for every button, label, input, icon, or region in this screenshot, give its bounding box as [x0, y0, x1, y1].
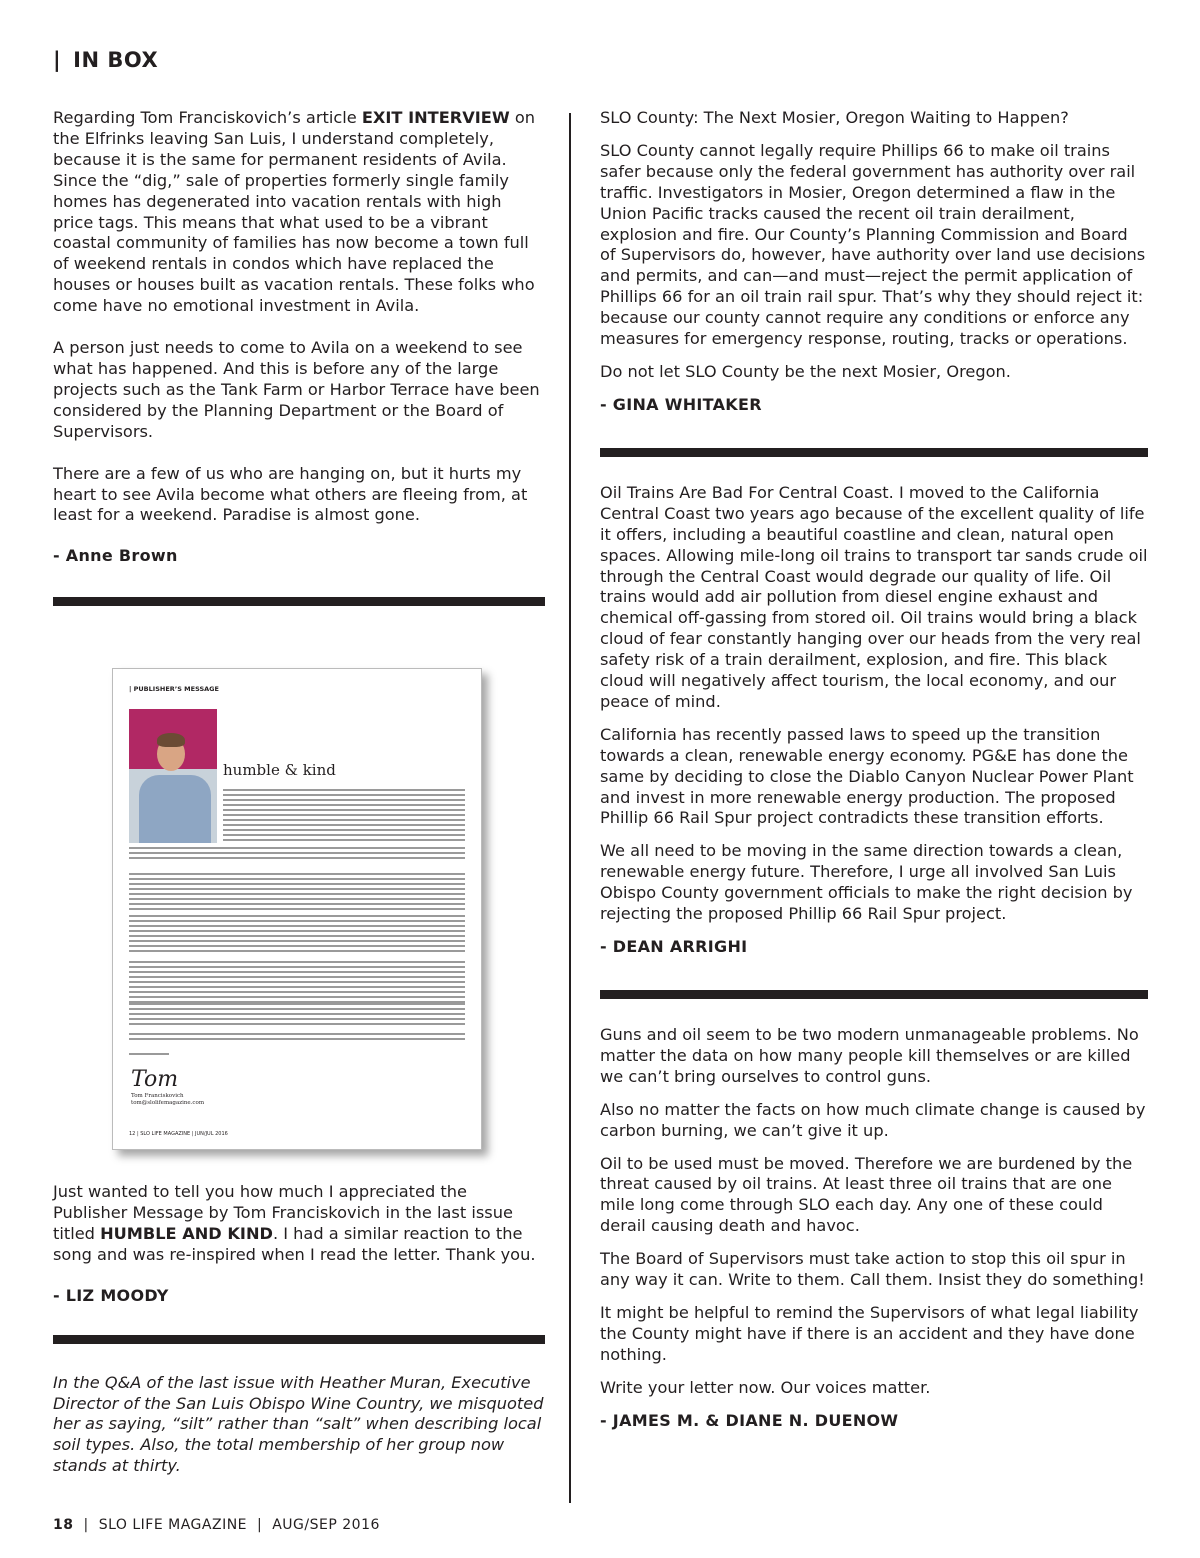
inset-header: | PUBLISHER’S MESSAGE — [129, 685, 219, 693]
letter1-paragraph2: A person just needs to come to Avila on a weekend to see what has happened. And this is before any of the large projects such as the Tank Farm or Harbor Terrace have been considered by the Planning Department or the Board of Supervisors. — [53, 338, 540, 441]
inset-signer — [131, 1093, 204, 1107]
letter5-paragraph4: The Board of Supervisors must take action to stop this oil spur in any way it can. Write to them. Call them. Insist they do something! — [600, 1249, 1145, 1290]
inset-text-block-1 — [223, 789, 465, 844]
letter-separator — [600, 448, 1148, 457]
letter5-paragraph3: Oil to be used must be moved. Therefore we are burdened by the threat caused by oil trains. At least three oil trains that are one mile long come through SLO each day. Any one of these could derail causing death and havoc. — [600, 1153, 1133, 1236]
inset-text-block-2 — [129, 847, 465, 862]
letter4-paragraph1: Oil Trains Are Bad For Central Coast. I moved to the California Central Coast two years ago because of the excellent quality of life it offers, including a beautiful coastline and clean, natural open spaces. Allowing mile-long oil trains to transport tar sands crude oil through the Central Coast would degrade our quality of life. Oil trains would add air pollution from diesel engine exhaust and chemical off-gassing from stored oil. Oil trains would bring a black cloud of fear constantly hanging over our heads from the very real safety risk of a train derailment, explosion, and fire. This black cloud will negatively affect tourism, the local economy, and our peace of mind. — [600, 482, 1148, 711]
letter1-text-cont: on the Elfrinks leaving San Luis, I understand completely, because it is the same for permanent residents of Avila. Since the “dig,” sale of properties formerly single family homes has degenerated into vacation rentals with high price tags. This means that what used to be a vibrant coastal community of families has now become a town full of weekend rentals in condos which have replaced the houses or houses built as vacation rentals. These folks who come have no emotional investment in Avila. — [53, 108, 535, 316]
letter3-paragraph3: Do not let SLO County be the next Mosier, Oregon. — [600, 361, 1011, 381]
letter4-paragraph2: California has recently passed laws to speed up the transition towards a clean, renewable energy economy. PG&E has done the same by deciding to close the Diablo Canyon Nuclear Power Plant and invest in more renewable energy production. The proposed Phillip 66 Rail Spur project contradicts these transition efforts. — [600, 724, 1134, 828]
inset-title: humble & kind — [223, 761, 336, 779]
inset-signer-email: tom@slolifemagazine.com — [131, 1100, 205, 1106]
section-header — [53, 48, 158, 72]
left-column-lower — [53, 1182, 545, 1477]
issue-date: AUG/SEP 2016 — [272, 1517, 380, 1533]
letter5-signature: - JAMES M. & DIANE N. DUENOW — [600, 1410, 899, 1430]
section-title: IN BOX — [73, 48, 159, 72]
inset-signature-mark: Tom — [131, 1067, 179, 1092]
magazine-name: SLO LIFE MAGAZINE — [98, 1517, 248, 1533]
page-number: 18 — [53, 1517, 74, 1533]
correction-note: In the Q&A of the last issue with Heather Muran, Executive Director of the San Luis Obispo Wine Country, we misquoted her as saying, “silt” rather than “salt” when describing local soil types. Also, the total membership of her group now stands at thirty. — [53, 1372, 544, 1476]
letter5-paragraph5: It might be helpful to remind the Supervisors of what legal liability the County might have if there is an accident and they have done nothing. — [600, 1302, 1139, 1364]
footer-separator: | — [257, 1517, 263, 1533]
inset-text-block-3 — [129, 873, 465, 913]
publisher-photo — [129, 709, 217, 843]
inset-text-block-8 — [129, 1053, 169, 1058]
letter2-signature: - LIZ MOODY — [53, 1285, 169, 1305]
letter3-paragraph1: SLO County: The Next Mosier, Oregon Waiting to Happen? — [600, 108, 1069, 127]
footer-separator: | — [83, 1517, 89, 1533]
letter1-paragraph1 — [53, 108, 545, 317]
letter1-signature: - Anne Brown — [53, 546, 178, 566]
letter5-paragraph2: Also no matter the facts on how much climate change is caused by carbon burning, we can’t give it up. — [600, 1099, 1146, 1140]
letter2-text: Just wanted to tell you how much I appreciated the Publisher Message by Tom Franciskovich in the last issue titled — [53, 1182, 513, 1243]
inset-footer: 12 | SLO LIFE MAGAZINE | JUN/JUL 2016 — [129, 1131, 228, 1137]
letter3-paragraph2: SLO County cannot legally require Phillips 66 to make oil trains safer because only the federal government has authority over rail traffic. Investigators in Mosier, Oregon determined a flaw in the Union Pacific tracks caused the recent oil train derailment, explosion and fire. Our County’s Planning Commission and Board of Supervisors do, however, have authority over land use decisions and permits, and can—and must—reject the permit application of Phillips 66 for an oil train rail spur. That’s why they should reject it: because our county cannot require any conditions or enforce any measures for emergency response, routing, tracks or operations. — [600, 140, 1146, 349]
inset-signer-name: Tom Franciskovich — [131, 1093, 184, 1099]
inset-text-block-7 — [129, 1033, 465, 1043]
letter1-paragraph3: There are a few of us who are hanging on, but it hurts my heart to see Avila become what others are fleeing from, at least for a weekend. Paradise is almost gone. — [53, 463, 528, 525]
letter4-signature: - DEAN ARRIGHI — [600, 937, 748, 956]
publisher-message-thumbnail — [112, 668, 482, 1150]
letter5-paragraph6: Write your letter now. Our voices matter. — [600, 1377, 931, 1397]
column-divider — [569, 113, 571, 1503]
letter2-text-cont: . I had a similar reaction to the song and was re-inspired when I read the letter. Thank you. — [53, 1223, 536, 1264]
right-column — [600, 108, 1148, 1430]
inset-text-block-5 — [129, 961, 465, 1006]
letter1-article-title: EXIT INTERVIEW — [361, 108, 510, 127]
letter2-article-title: HUMBLE AND KIND — [100, 1223, 273, 1243]
letter2-paragraph — [53, 1182, 545, 1266]
inset-text-block-6 — [129, 1003, 465, 1028]
header-bar: | — [53, 48, 62, 72]
left-column — [53, 108, 545, 606]
letter1-text: Regarding Tom Franciskovich’s article — [53, 108, 362, 127]
inset-text-block-4 — [129, 915, 465, 955]
letter5-paragraph1: Guns and oil seem to be two modern unmanageable problems. No matter the data on how many people kill themselves or are killed we can’t bring ourselves to control guns. — [600, 1025, 1139, 1086]
letter3-signature: - GINA WHITAKER — [600, 394, 762, 414]
letter4-paragraph3: We all need to be moving in the same direction towards a clean, renewable energy future. Therefore, I urge all involved San Luis Obispo County government officials to make the right decision by rejecting the proposed Phillip 66 Rail Spur project. — [600, 841, 1133, 924]
letter-separator — [53, 1335, 545, 1344]
letter-separator — [53, 597, 545, 606]
page-footer — [53, 1517, 380, 1533]
letter-separator — [600, 990, 1148, 999]
